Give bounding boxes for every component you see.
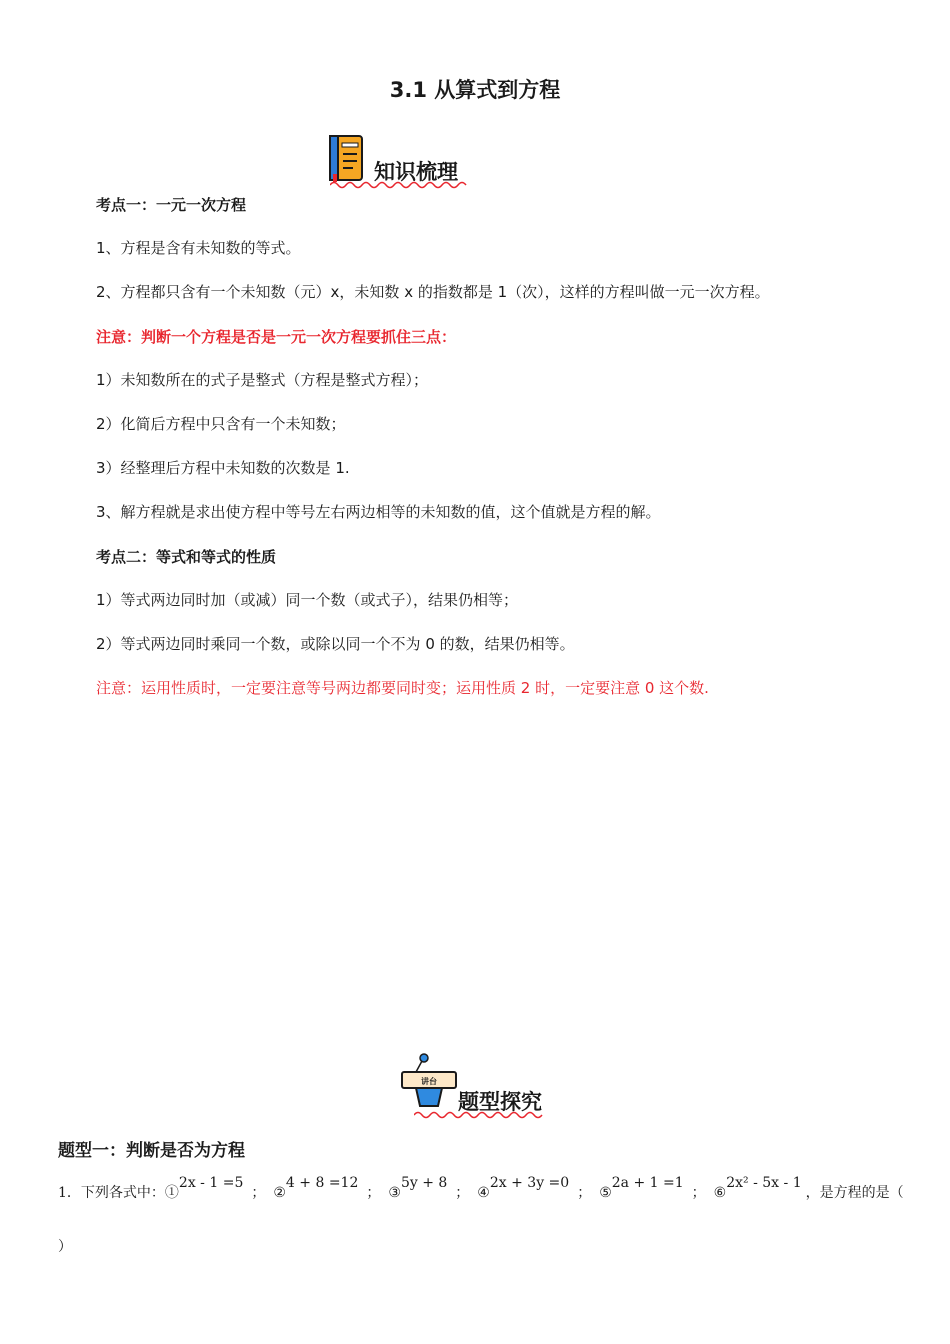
q1-sep: ；	[455, 1185, 470, 1201]
q1-expr-2: 4 + 8 =12	[285, 1175, 359, 1191]
section1-heading: 题型一：判断是否为方程	[58, 1141, 245, 1161]
q1-mark-2: ②	[273, 1185, 286, 1201]
q1-tail: ，是方程的是（	[805, 1185, 904, 1201]
q1-close: ）	[58, 1239, 72, 1255]
question-1	[58, 1172, 904, 1201]
wavy-underline-2	[414, 1110, 544, 1120]
q1-expr-1: 2x - 1 =5	[178, 1175, 244, 1191]
q1-sep: ；	[577, 1185, 592, 1201]
kp1-point-1: 1）未知数所在的式子是整式（方程是整式方程）；	[96, 371, 429, 389]
q1-mark-4: ④	[477, 1185, 490, 1201]
kp1-point-2: 2）化简后方程中只含有一个未知数；	[96, 415, 346, 433]
knowledge-banner	[326, 134, 476, 190]
wavy-underline	[330, 180, 470, 190]
kp1-item-1: 1、方程是含有未知数的等式。	[96, 239, 301, 257]
q1-expr-6: 2x² - 5x - 1	[726, 1175, 802, 1191]
podium-icon	[400, 1052, 460, 1114]
q1-expr-4: 2x + 3y =0	[489, 1175, 570, 1191]
q1-mark-5: ⑤	[599, 1185, 612, 1201]
q1-mark-3: ③	[388, 1185, 401, 1201]
q1-lead: 1．下列各式中：	[58, 1185, 165, 1201]
kp2-note: 注意：运用性质时，一定要注意等号两边都要同时变；运用性质 2 时，一定要注意 0 这个数.	[96, 679, 709, 697]
q1-sep: ；	[366, 1185, 381, 1201]
kp1-item-2: 2、方程都只含有一个未知数（元）x，未知数 x 的指数都是 1（次），这样的方程叫做一元一次方程。	[96, 283, 770, 301]
q1-mark-1: ①	[164, 1185, 179, 1201]
kp2-prop-1: 1）等式两边同时加（或减）同一个数（或式子），结果仍相等；	[96, 591, 519, 609]
kp1-heading: 考点一：一元一次方程	[96, 196, 247, 214]
kp1-item-3: 3、解方程就是求出使方程中等号左右两边相等的未知数的值，这个值就是方程的解。	[96, 503, 661, 521]
kp1-note: 注意：判断一个方程是否是一元一次方程要抓住三点：	[96, 328, 457, 346]
q1-expr-5: 2a + 1 =1	[611, 1175, 684, 1191]
q1-mark-6: ⑥	[713, 1185, 727, 1201]
kp1-point-3: 3）经整理后方程中未知数的次数是 1.	[96, 459, 350, 477]
kp2-heading: 考点二：等式和等式的性质	[96, 548, 277, 566]
page-title: 3.1 从算式到方程	[389, 78, 561, 102]
exercise-banner-title: 题型探究	[458, 1089, 542, 1114]
podium-label: 讲台	[421, 1077, 437, 1086]
q1-sep: ；	[251, 1185, 266, 1201]
kp2-prop-2: 2）等式两边同时乘同一个数，或除以同一个不为 0 的数，结果仍相等。	[96, 635, 575, 653]
book-icon	[326, 134, 366, 184]
q1-sep: ；	[691, 1185, 706, 1201]
knowledge-banner-title: 知识梳理	[374, 159, 458, 184]
exercise-banner	[400, 1052, 550, 1118]
q1-expr-3: 5y + 8	[400, 1175, 448, 1191]
